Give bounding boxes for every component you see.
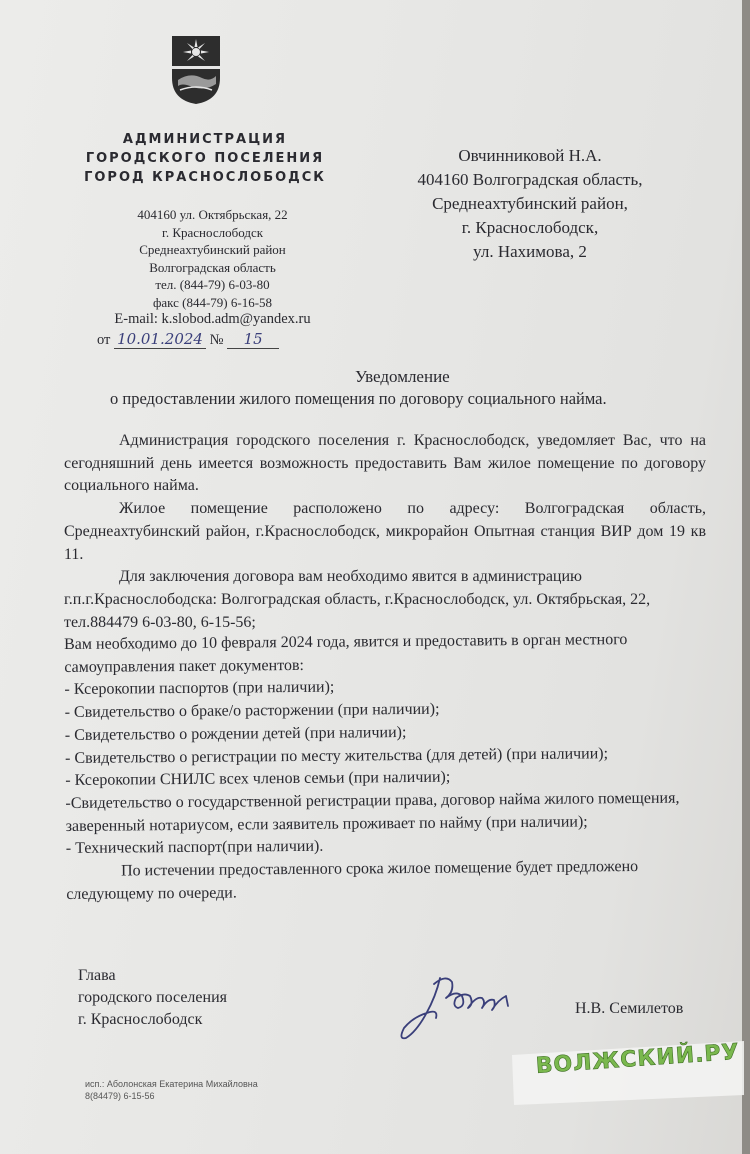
page-edge-shadow [742,0,750,1154]
admin-line: ГОРОДСКОГО ПОСЕЛЕНИЯ [85,151,325,166]
list-item: - Свидетельство о браке/о расторжении (при наличии); [64,701,440,722]
document-date-number [97,330,279,349]
documents-block [64,629,716,907]
sender-address [90,206,335,329]
coat-of-arms-icon [170,34,222,106]
list-item: - Свидетельство о рождении детей (при наличии); [64,724,407,745]
paragraph-deadline: Вам необходимо до 10 февраля 2024 года, явится и предоставить в орган местного самоуправления пакет документов: [64,631,628,677]
list-item: - Свидетельство о регистрации по месту жительства (для детей) (при наличии); [65,745,609,767]
recipient-block [380,144,680,264]
list-item: - Ксерокопии СНИЛС всех членов семьи (при наличии); [65,769,451,790]
paragraph-closing: По истечении предоставленного срока жилое помещение будет предложено следующему по очереди. [66,858,639,904]
recipient-line: Среднеахтубинский район, [432,194,628,213]
phone-line: тел. (844-79) 6-03-80 [155,277,270,292]
fax-line: факс (844-79) 6-16-58 [152,294,273,310]
paragraph-contacts: Для заключения договора вам необходимо явится в администрацию г.п.г.Краснослободска: Волгоградская область, г.Краснослободск, ул. Октябрьская, 22, тел.884479 6-03-80, 6-15-56; [64,568,651,631]
executor-name: исп.: Аболонская Екатерина Михайловна [85,1079,258,1089]
letter-body [64,430,706,907]
handwritten-date: 10.01.2024 [114,330,206,349]
list-item: - Ксерокопии паспортов (при наличии); [64,679,335,699]
list-item: -Свидетельство о государственной регистрации права, договор найма жилого помещения, заверенный нотариусом, если заявитель проживает по найму (при наличии); [65,789,680,835]
executor-footer [85,1078,258,1102]
executor-phone: 8(84479) 6-15-56 [85,1091,155,1101]
signature-title-line: городского поселения [78,989,227,1006]
document-subtitle: о предоставлении жилого помещения по договору социального найма. [110,389,607,408]
document-title: Уведомление [355,367,450,386]
ot-label: от [97,332,111,348]
paragraph-address: Жилое помещение расположено по адресу: Волгоградская область, Среднеахтубинский район, г.Краснослободск, микрорайон Опытная станция ВИР дом 19 кв 11. [64,500,706,563]
watermark-logo: ВОЛЖСКИЙ.РУ [535,1039,741,1079]
address-line: Волгоградская область [149,259,276,275]
signer-name: Н.В. Семилетов [575,1000,684,1017]
recipient-line: 404160 Волгоградская область, [417,170,643,189]
recipient-line: ул. Нахимова, 2 [473,242,587,261]
admin-line: ГОРОД КРАСНОСЛОБОДСК [84,170,326,185]
signature-title-line: г. Краснослободск [78,1011,203,1028]
number-label: № [209,332,224,348]
list-item: - Технический паспорт(при наличии). [65,838,324,858]
signature-title-block [78,965,227,1031]
administration-header [70,130,340,187]
email-line: E-mail: k.slobod.adm@yandex.ru [114,311,311,327]
address-line: г. Краснослободск [161,224,264,240]
handwritten-signature [396,966,514,1046]
paragraph-notice: Администрация городского поселения г. Краснослободск, уведомляет Вас, что на сегодняшний день имеется возможность предоставить Вам жилое помещение по договору социального найма. [64,432,706,495]
address-line: Среднеахтубинский район [139,242,286,257]
address-line: 404160 ул. Октябрьская, 22 [137,207,288,222]
recipient-line: г. Краснослободск, [461,218,599,237]
handwritten-number: 15 [227,330,279,349]
admin-line: АДМИНИСТРАЦИЯ [122,132,288,147]
recipient-line: Овчинниковой Н.А. [458,146,602,165]
signature-title-line: Глава [78,967,116,984]
